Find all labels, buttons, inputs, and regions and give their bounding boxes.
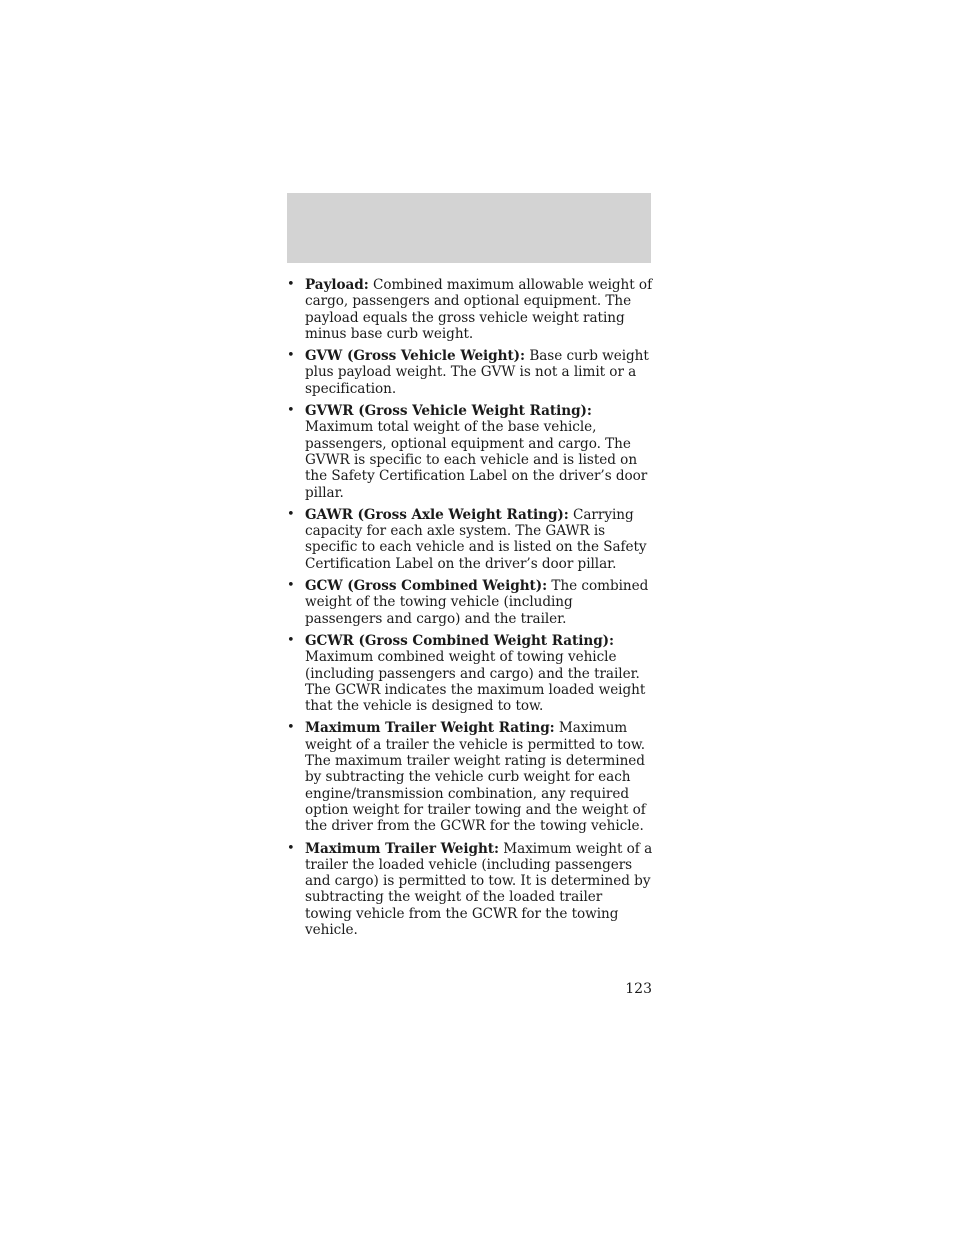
term-description: Combined maximum allowable weight of cargo, passengers and optional equipment. The payload equals the gross vehicle weight rating minus base curb weight. [305,277,653,342]
term-description: Maximum weight of a trailer the loaded vehicle (including passengers and cargo) is permitted to tow. It is determined by subtracting the weight of the loaded trailer towing vehicle from the GCWR for the towing vehicle. [305,840,653,938]
bullet-icon: • [287,720,295,736]
bullet-icon: • [287,632,295,648]
term-label: GCWR (Gross Combined Weight Rating): [305,632,615,649]
list-item-gawr [287,507,653,572]
list-item-gvw [287,348,653,397]
bullet-icon: • [287,578,295,594]
term-description: The combined weight of the towing vehicle (including passengers and cargo) and the trailer. [305,578,649,627]
term-description: Maximum weight of a trailer the vehicle is permitted to tow. The maximum trailer weight rating is determined by subtracting the vehicle curb weight for each engine/transmission combination, any required option weight for trailer towing and the weight of the driver from the GCWR for the towing vehicle. [305,720,646,835]
term-label: Payload: [305,277,369,293]
term-description: Maximum combined weight of towing vehicle (including passengers and cargo) and the trailer. The GCWR indicates the maximum loaded weight that the vehicle is designed to tow. [305,649,646,715]
term-label: Maximum Trailer Weight Rating: [305,720,555,737]
bullet-icon: • [287,348,295,364]
term-description: Base curb weight plus payload weight. The GVW is not a limit or a specification. [305,348,649,397]
page-number: 123 [625,981,652,997]
term-description: Maximum total weight of the base vehicle, passengers, optional equipment and cargo. The GVWR is specific to each vehicle and is listed on the Safety Certification Label on the driver’s door pillar. [305,419,648,501]
bullet-icon: • [287,840,295,856]
term-label: GVWR (Gross Vehicle Weight Rating): [305,403,592,420]
bullet-icon: • [287,403,295,419]
definition-list [287,277,653,944]
term-label: GCW (Gross Combined Weight): [305,578,548,595]
list-item-gcwr [287,633,653,714]
term-label: GAWR (Gross Axle Weight Rating): [305,506,569,523]
list-item-max-trailer-weight-rating [287,720,653,834]
term-label: GVW (Gross Vehicle Weight): [305,348,526,365]
list-item-gvwr [287,403,653,501]
section-header-band [287,193,651,263]
bullet-icon: • [287,506,295,522]
list-item-max-trailer-weight [287,841,653,939]
term-label: Maximum Trailer Weight: [305,840,499,857]
bullet-icon: • [287,277,295,292]
list-item-payload [287,277,653,342]
term-description: Carrying capacity for each axle system. The GAWR is specific to each vehicle and is listed on the Safety Certification Label on the driver’s door pillar. [305,506,647,572]
list-item-gcw [287,578,653,627]
